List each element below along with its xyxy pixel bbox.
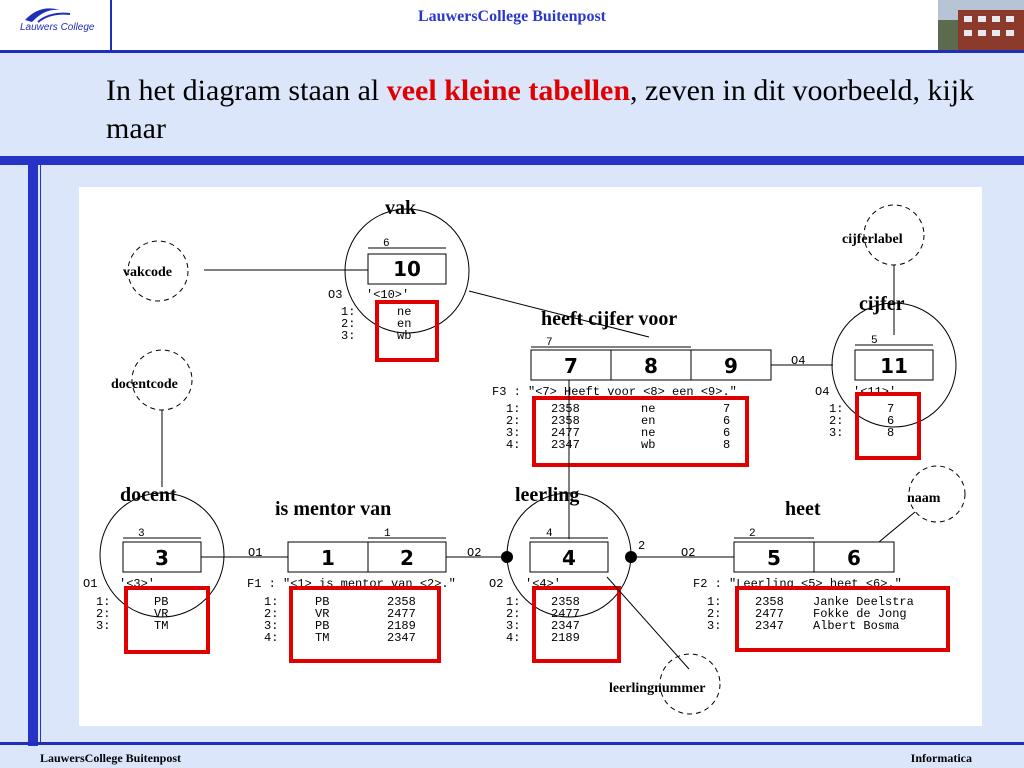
heeft-row-3-c: 6 xyxy=(723,426,731,440)
leerling-row-3-val: 2347 xyxy=(551,619,580,633)
naam-label: naam xyxy=(907,491,941,506)
leerling-title: leerling xyxy=(515,484,580,506)
title-highlight: veel kleine tabellen xyxy=(386,74,631,107)
heeft-row-2-b: en xyxy=(641,414,656,428)
heeft-fact-type: F3 : "<7> Heeft voor <8> een <9>." xyxy=(492,385,737,399)
heet-row-2-a: 2477 xyxy=(755,607,784,621)
cijfer-role-number: 5 xyxy=(871,335,878,347)
mentor-role-2: 2 xyxy=(400,546,414,570)
heeft-row-3-b: ne xyxy=(641,426,656,440)
school-building-photo xyxy=(938,0,1024,52)
docent-title: docent xyxy=(120,484,177,506)
mentor-fact-type: F1 : "<1> is mentor van <2>." xyxy=(247,577,456,591)
title-text-start: In het diagram staan al xyxy=(106,74,387,107)
leerling-row-4-num: 4: xyxy=(506,631,521,645)
mentor-row-2-num: 2: xyxy=(264,607,279,621)
vak-constraint-code: O3 xyxy=(328,288,343,302)
heet-to-naam-connector xyxy=(879,512,915,542)
cijfer-row-2-num: 2: xyxy=(829,414,844,428)
leerling-row-2-num: 2: xyxy=(506,607,521,621)
leerling-row-1-val: 2358 xyxy=(551,595,580,609)
information-diagram xyxy=(79,187,982,726)
leerling-row-4-val: 2189 xyxy=(551,631,580,645)
heeft-row-4-b: wb xyxy=(641,438,656,452)
heeft-row-2-a: 2358 xyxy=(551,414,580,428)
cijfer-role-value: 11 xyxy=(880,354,908,378)
cijfer-row-1-val: 7 xyxy=(887,402,895,416)
decorative-horizontal-bar xyxy=(0,156,1024,165)
heeft-row-1-b: ne xyxy=(641,402,656,416)
vak-title: vak xyxy=(385,197,417,219)
leerling-role-2-label: 2 xyxy=(638,539,646,553)
heeft-row-4-a: 2347 xyxy=(551,438,580,452)
heeft-row-2-num: 2: xyxy=(506,414,521,428)
heeft-role-number: 7 xyxy=(546,337,553,349)
vak-row-3-num: 3: xyxy=(341,329,356,343)
mentor-row-4-num: 4: xyxy=(264,631,279,645)
slide-title xyxy=(106,72,986,148)
leerlingnummer-label: leerlingnummer xyxy=(609,681,706,696)
docentcode-label: docentcode xyxy=(111,377,178,392)
header-bar xyxy=(0,0,1024,52)
heet-row-1-num: 1: xyxy=(707,595,722,609)
cijfer-row-2-val: 6 xyxy=(887,414,895,428)
heeft-role-2: 8 xyxy=(644,354,658,378)
leerling-role-value: 4 xyxy=(562,546,576,570)
heet-row-3-a: 2347 xyxy=(755,619,784,633)
heet-row-3-num: 3: xyxy=(707,619,722,633)
vak-row-3-val: wb xyxy=(397,329,412,343)
cijfer-row-3-val: 8 xyxy=(887,426,895,440)
docent-row-3-num: 3: xyxy=(96,619,111,633)
mentor-title: is mentor van xyxy=(275,498,392,520)
header-title: LauwersCollege Buitenpost xyxy=(418,8,606,25)
cijfer-row-1-num: 1: xyxy=(829,402,844,416)
mentor-row-3-num: 3: xyxy=(264,619,279,633)
docent-row-1-val: PB xyxy=(154,595,169,609)
mentor-row-2-b: 2477 xyxy=(387,607,416,621)
heeft-row-1-a: 2358 xyxy=(551,402,580,416)
leerling-constraint-code: O2 xyxy=(489,577,504,591)
heeft-row-4-num: 4: xyxy=(506,438,521,452)
heet-row-2-num: 2: xyxy=(707,607,722,621)
heet-role-2: 6 xyxy=(847,546,861,570)
mentor-row-4-a: TM xyxy=(315,631,330,645)
heeft-row-3-a: 2477 xyxy=(551,426,580,440)
docent-constraint-code: O1 xyxy=(83,577,98,591)
mentor-row-1-a: PB xyxy=(315,595,330,609)
mentor-row-4-b: 2347 xyxy=(387,631,416,645)
vak-row-2-val: en xyxy=(397,317,412,331)
leerling-fact-type: '<4>' xyxy=(525,577,562,591)
docent-fact-type: '<3>' xyxy=(119,577,156,591)
heet-role-number: 2 xyxy=(749,528,756,540)
leerling-row-1-num: 1: xyxy=(506,595,521,609)
footer-rule xyxy=(0,742,1024,745)
docent-row-3-val: TM xyxy=(154,619,169,633)
mentor-row-3-a: PB xyxy=(315,619,330,633)
cijfer-constraint-code: O4 xyxy=(815,385,830,399)
vak-fact-type: '<10>' xyxy=(366,288,410,302)
heet-row-2-b: Fokke de Jong xyxy=(813,607,907,621)
heet-title: heet xyxy=(785,498,821,520)
vak-role-number: 6 xyxy=(383,238,390,250)
cijfer-row-3-num: 3: xyxy=(829,426,844,440)
heeft-title: heeft cijfer voor xyxy=(541,308,678,330)
vak-row-2-num: 2: xyxy=(341,317,356,331)
mentor-row-3-b: 2189 xyxy=(387,619,416,633)
mentor-row-1-num: 1: xyxy=(264,595,279,609)
vak-role-value: 10 xyxy=(393,257,421,281)
logo-text: Lauwers College xyxy=(20,22,95,33)
header-rule xyxy=(0,50,1024,53)
decorative-vertical-line xyxy=(40,165,41,745)
mentor-row-2-a: VR xyxy=(315,607,330,621)
vak-row-1-num: 1: xyxy=(341,305,356,319)
heeft-row-1-num: 1: xyxy=(506,402,521,416)
mentor-right-constraint: O2 xyxy=(467,546,482,560)
docent-role-number: 3 xyxy=(138,528,145,540)
docent-row-1-num: 1: xyxy=(96,595,111,609)
heeft-row-2-c: 6 xyxy=(723,414,731,428)
docent-role-value: 3 xyxy=(155,546,169,570)
heet-fact-type: F2 : "Leerling <5> heet <6>." xyxy=(693,577,902,591)
leerling-role-number: 4 xyxy=(546,528,553,540)
heet-constraint-code: O2 xyxy=(681,546,696,560)
heet-row-1-b: Janke Deelstra xyxy=(813,595,914,609)
mentor-left-constraint: O1 xyxy=(248,546,263,560)
decorative-vertical-bar xyxy=(28,156,38,746)
heet-role-1: 5 xyxy=(767,546,781,570)
vak-row-1-val: ne xyxy=(397,305,412,319)
heet-row-1-a: 2358 xyxy=(755,595,784,609)
heeft-row-4-c: 8 xyxy=(723,438,731,452)
mentor-row-1-b: 2358 xyxy=(387,595,416,609)
leerling-row-2-val: 2477 xyxy=(551,607,580,621)
mentor-role-number: 1 xyxy=(384,528,391,540)
heeft-row-3-num: 3: xyxy=(506,426,521,440)
heet-row-3-b: Albert Bosma xyxy=(813,619,900,633)
title-text-end: , zeven in dit voorbeeld, kijk maar xyxy=(106,74,975,145)
mentor-table-highlight xyxy=(291,588,439,661)
heeft-row-1-c: 7 xyxy=(723,402,731,416)
footer-school: LauwersCollege Buitenpost xyxy=(40,751,181,765)
footer-subject: Informatica xyxy=(910,751,972,765)
cijferlabel-label: cijferlabel xyxy=(842,232,903,247)
heeft-role-3: 9 xyxy=(724,354,738,378)
mentor-role-1: 1 xyxy=(321,546,335,570)
docent-row-2-num: 2: xyxy=(96,607,111,621)
docent-row-2-val: VR xyxy=(154,607,169,621)
heeft-role-1: 7 xyxy=(564,354,578,378)
cijfer-title: cijfer xyxy=(859,293,905,315)
cijfer-fact-type: '<11>' xyxy=(853,385,897,399)
leerling-row-3-num: 3: xyxy=(506,619,521,633)
vakcode-label: vakcode xyxy=(123,265,172,280)
leerling-mandatory-dot-icon xyxy=(625,551,637,563)
heeft-constraint-code: O4 xyxy=(791,354,806,368)
